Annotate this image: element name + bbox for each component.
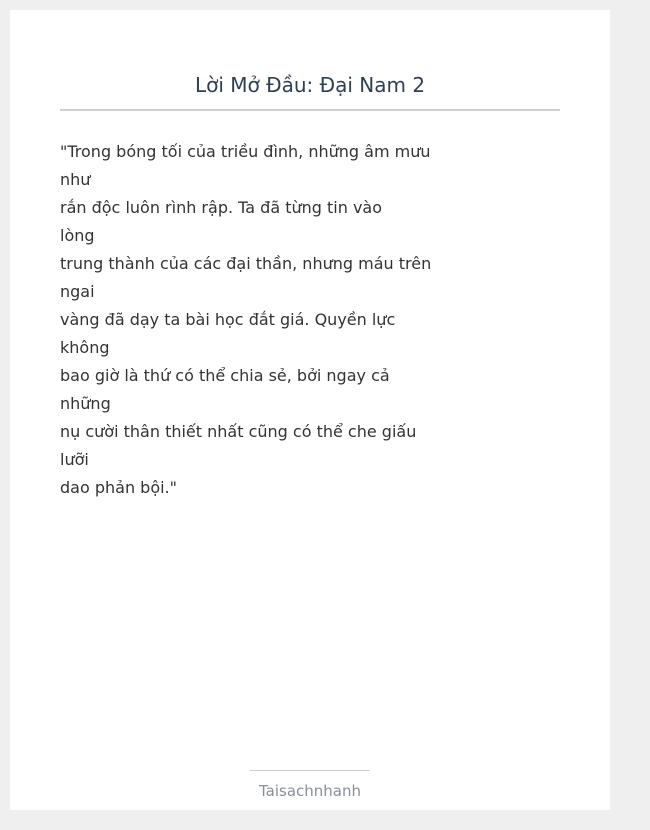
title-divider (60, 109, 560, 111)
body-line: lòng (60, 226, 95, 245)
footer-divider (250, 770, 370, 771)
document-page (10, 10, 610, 810)
footer-source: Taisachnhanh (258, 782, 362, 800)
body-line: những (60, 394, 111, 413)
body-line: bao giờ là thứ có thể chia sẻ, bởi ngay cả (60, 366, 390, 385)
body-line: như (60, 170, 91, 189)
body-paragraph (60, 138, 480, 502)
body-line: nụ cười thân thiết nhất cũng có thể che giấu (60, 422, 417, 441)
body-line: vàng đã dạy ta bài học đắt giá. Quyền lực (60, 310, 396, 329)
page-title: Lời Mở Đầu: Đại Nam 2 (194, 73, 426, 97)
body-line: ngai (60, 282, 95, 301)
body-line: rắn độc luôn rình rập. Ta đã từng tin vào (60, 198, 383, 217)
body-line: dao phản bội." (60, 478, 177, 497)
body-line: lưỡi (60, 450, 89, 469)
body-line: "Trong bóng tối của triều đình, những âm mưu (60, 142, 431, 161)
body-line: không (60, 338, 110, 357)
body-line: trung thành của các đại thần, nhưng máu trên (60, 254, 432, 273)
